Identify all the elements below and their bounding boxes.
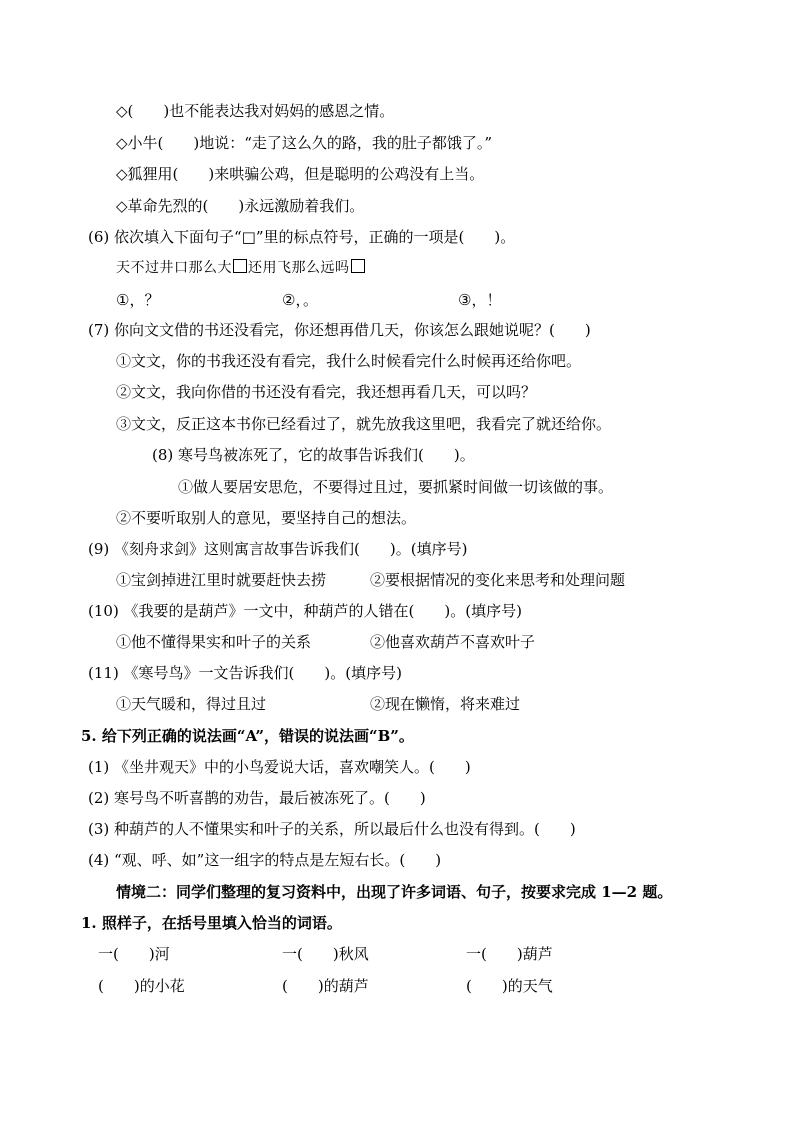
q7-option-1: ①文文，你的书我还没有看完，我什么时候看完什么时候再还给你吧。: [116, 352, 582, 370]
q8-option-1: ①做人要居安思危，不要得过且过，要抓紧时间做一切该做的事。: [178, 478, 614, 496]
question-6: (6) 依次填入下面句子“□”里的标点符号，正确的一项是( )。: [88, 228, 516, 246]
q6-option-2: ②，。: [282, 291, 318, 309]
scenario-2-heading: 情境二：同学们整理的复习资料中，出现了许多词语、句子，按要求完成 1—2 题。: [116, 883, 673, 901]
blank-box: [233, 259, 247, 273]
q10-option-2: ②他喜欢葫芦不喜欢叶子: [370, 633, 536, 651]
fill-line-2: ◇小牛( )地说：“走了这么久的路，我的肚子都饿了。”: [116, 134, 493, 152]
word-blank-4: ( )的小花: [98, 977, 185, 995]
section-5-item-2: (2) 寒号鸟不听喜鹊的劝告，最后被冻死了。( ): [88, 789, 426, 807]
word-blank-3: 一( )葫芦: [466, 945, 553, 963]
q7-option-2: ②文文，我向你借的书还没有看完，我还想再看几天，可以吗？: [116, 383, 537, 401]
section-5-item-3: (3) 种葫芦的人不懂果实和叶子的关系，所以最后什么也没有得到。( ): [88, 820, 576, 838]
section-1-heading: 1. 照样子，在括号里填入恰当的词语。: [81, 914, 342, 932]
question-6-sentence: [116, 258, 366, 278]
q7-option-3: ③文文，反正这本书你已经看过了，就先放我这里吧，我看完了就还给你。: [116, 415, 612, 433]
q6-option-3: ③，！: [458, 291, 502, 309]
word-blank-6: ( )的天气: [466, 977, 553, 995]
fill-line-1: ◇( )也不能表达我对妈妈的感恩之情。: [116, 102, 395, 120]
question-7: (7) 你向文文借的书还没看完，你还想再借几天，你该怎么跟她说呢？( ): [88, 321, 591, 339]
blank-box: [351, 259, 365, 273]
section-5-item-4: (4) “观、呼、如”这一组字的特点是左短右长。( ): [88, 851, 442, 869]
q6-option-1: ①，？: [116, 291, 160, 309]
question-8: (8) 寒号鸟被冻死了，它的故事告诉我们( )。: [152, 446, 475, 464]
fill-line-3: ◇狐狸用( )来哄骗公鸡，但是聪明的公鸡没有上当。: [116, 165, 485, 183]
section-5-heading: 5. 给下列正确的说法画“A”，错误的说法画“B”。: [81, 727, 414, 745]
q9-option-2: ②要根据情况的变化来思考和处理问题: [370, 571, 626, 589]
q6-sentence-part-b: 还用飞那么远吗: [248, 260, 350, 276]
q11-option-2: ②现在懒惰，将来难过: [370, 695, 521, 713]
q10-option-1: ①他不懂得果实和叶子的关系: [116, 633, 312, 651]
q11-option-1: ①天气暖和，得过且过: [116, 695, 267, 713]
section-5-item-1: (1) 《坐井观天》中的小鸟爱说大话，喜欢嘲笑人。( ): [88, 758, 471, 776]
q8-option-2: ②不要听取别人的意见，要坚持自己的想法。: [116, 509, 417, 527]
q6-sentence-part-a: 天不过井口那么大: [116, 260, 232, 276]
question-9: (9) 《刻舟求剑》这则寓言故事告诉我们( )。(填序号): [88, 540, 468, 558]
word-blank-2: 一( )秋风: [282, 945, 369, 963]
word-blank-1: 一( )河: [98, 945, 170, 963]
question-10: (10) 《我要的是葫芦》一文中，种葫芦的人错在( )。(填序号): [88, 602, 522, 620]
fill-line-4: ◇革命先烈的( )永远激励着我们。: [116, 197, 365, 215]
question-11: (11) 《寒号鸟》一文告诉我们( )。(填序号): [88, 664, 402, 682]
word-blank-5: ( )的葫芦: [282, 977, 369, 995]
q9-option-1: ①宝剑掉进江里时就要赶快去捞: [116, 571, 327, 589]
